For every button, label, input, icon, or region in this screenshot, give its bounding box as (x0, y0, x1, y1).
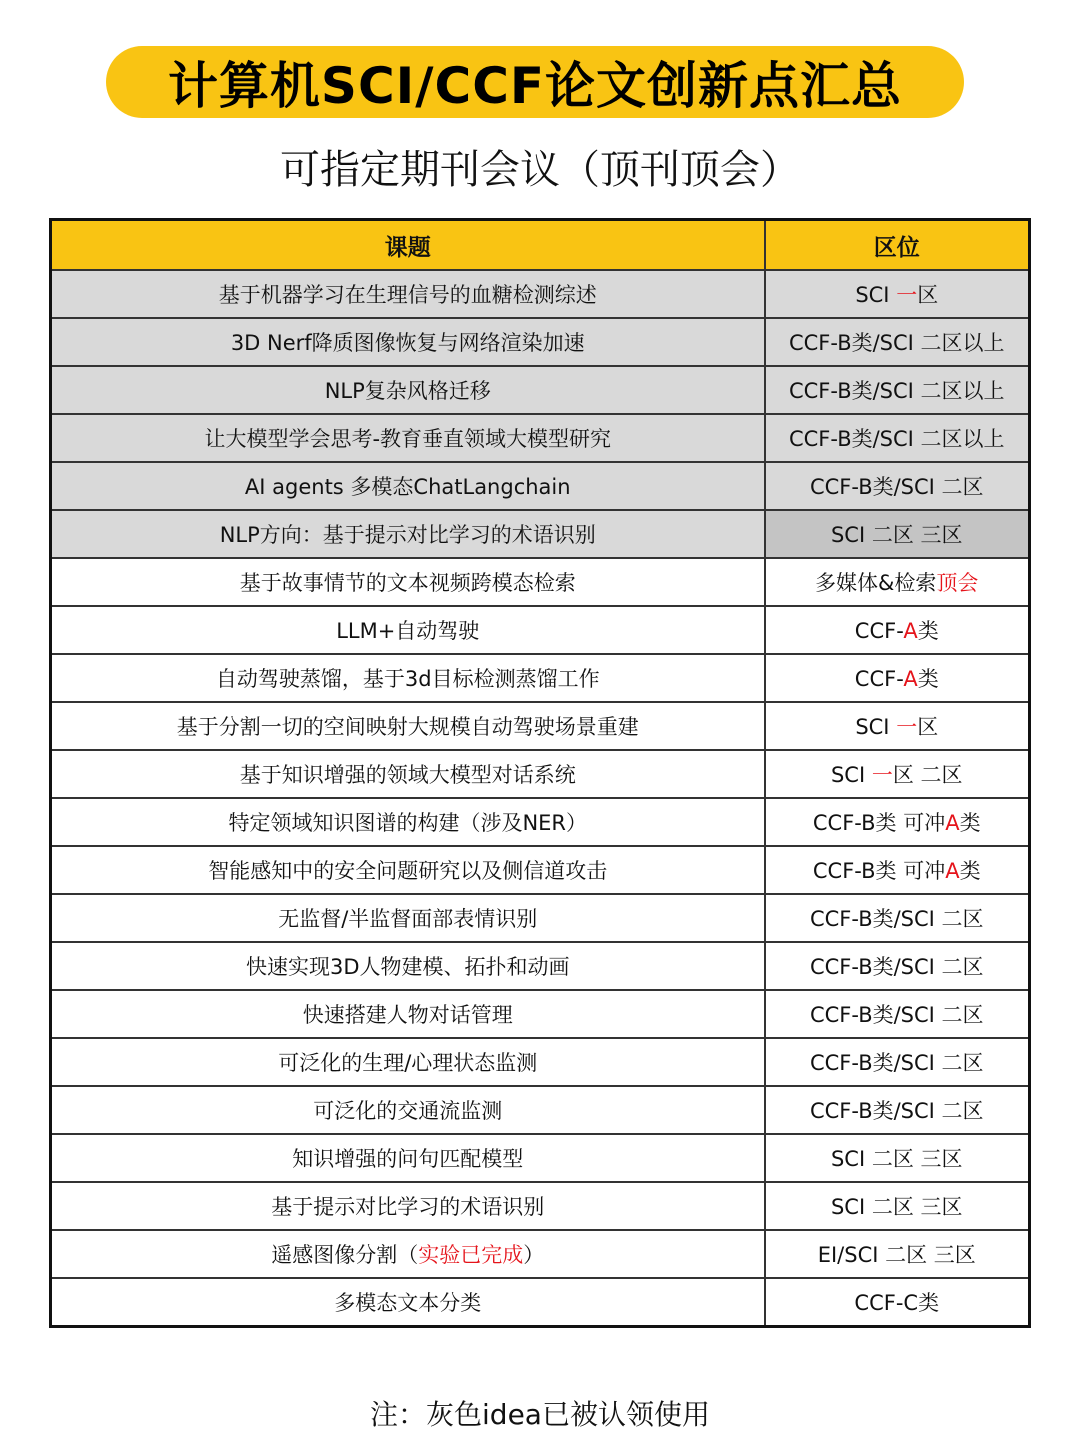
topic-cell-text: 智能感知中的安全问题研究以及侧信道攻击 (208, 859, 608, 883)
topic-cell (51, 270, 765, 318)
table-row (51, 1278, 1030, 1327)
rank-cell-text: CCF-B类/SCI 二区以上 (788, 379, 1005, 403)
topic-cell-text: 特定领域知识图谱的构建（涉及NER） (228, 811, 588, 835)
topic-cell-text: 多模态文本分类 (334, 1291, 482, 1315)
table-row (51, 510, 1030, 558)
topic-cell (51, 318, 765, 366)
table-row (51, 558, 1030, 606)
rank-cell (765, 990, 1030, 1038)
rank-cell-text: 区 二区 (892, 763, 963, 787)
topic-cell-text: 基于知识增强的领域大模型对话系统 (239, 763, 576, 787)
table-row (51, 702, 1030, 750)
table-header-row (51, 220, 1030, 271)
table-row (51, 270, 1030, 318)
topic-cell (51, 654, 765, 702)
rank-cell-text: SCI (855, 715, 897, 739)
topic-cell-text: 快速搭建人物对话管理 (302, 1003, 513, 1027)
rank-cell-highlight: 一 (896, 715, 918, 739)
table-body (51, 270, 1030, 1327)
rank-cell-text: SCI (855, 283, 897, 307)
topic-cell-text: 基于机器学习在生理信号的血糖检测综述 (218, 283, 597, 307)
rank-cell-text: SCI 二区 三区 (830, 523, 963, 547)
rank-cell (765, 1278, 1030, 1327)
topic-cell (51, 798, 765, 846)
topic-cell (51, 1182, 765, 1230)
rank-cell-text: CCF-B类/SCI 二区 (809, 955, 984, 979)
table-row (51, 462, 1030, 510)
rank-cell-text: SCI 二区 三区 (830, 1195, 963, 1219)
rank-cell-text: 类 (959, 859, 981, 883)
column-header-rank: 区位 (765, 220, 1030, 271)
topic-cell-text: 3D Nerf降质图像恢复与网络渲染加速 (230, 331, 585, 355)
topic-cell-text: 基于故事情节的文本视频跨模态检索 (239, 571, 576, 595)
topics-table (49, 218, 1031, 1328)
rank-cell-text: 类 (917, 619, 939, 643)
topic-cell-text: 快速实现3D人物建模、拓扑和动画 (245, 955, 570, 979)
rank-cell-text: 区 (917, 715, 939, 739)
rank-cell-text: CCF-B类/SCI 二区 (809, 1003, 984, 1027)
rank-cell (765, 1182, 1030, 1230)
rank-cell-text: CCF- (854, 619, 904, 643)
topic-cell-text: 可泛化的生理/心理状态监测 (278, 1051, 538, 1075)
rank-cell-highlight: A (945, 811, 960, 835)
rank-cell (765, 798, 1030, 846)
rank-cell (765, 894, 1030, 942)
rank-cell (765, 654, 1030, 702)
rank-cell (765, 366, 1030, 414)
table-row (51, 1086, 1030, 1134)
table-row (51, 1134, 1030, 1182)
topic-cell-text: 基于分割一切的空间映射大规模自动驾驶场景重建 (176, 715, 639, 739)
topic-cell (51, 894, 765, 942)
table-row (51, 414, 1030, 462)
title-banner (106, 46, 964, 118)
footer-note: 注：灰色idea已被认领使用 (370, 1398, 710, 1431)
rank-cell-highlight: 一 (871, 763, 893, 787)
topic-cell (51, 1134, 765, 1182)
rank-cell-highlight: A (903, 619, 918, 643)
topic-cell-text: 无监督/半监督面部表情识别 (278, 907, 538, 931)
table-row (51, 990, 1030, 1038)
topic-cell-text: NLP方向：基于提示对比学习的术语识别 (219, 523, 596, 547)
rank-cell (765, 1230, 1030, 1278)
column-header-topic: 课题 (51, 220, 765, 271)
rank-cell-text: CCF-C类 (854, 1291, 940, 1315)
rank-cell-text: CCF-B类/SCI 二区以上 (788, 331, 1005, 355)
topic-cell (51, 750, 765, 798)
rank-cell (765, 846, 1030, 894)
topic-cell (51, 990, 765, 1038)
topic-cell-text: 让大模型学会思考-教育垂直领域大模型研究 (204, 427, 612, 451)
rank-cell (765, 270, 1030, 318)
rank-cell-text: CCF-B类/SCI 二区 (809, 907, 984, 931)
topic-cell (51, 702, 765, 750)
topic-cell-text: 基于提示对比学习的术语识别 (271, 1195, 545, 1219)
table-row (51, 846, 1030, 894)
rank-cell (765, 558, 1030, 606)
rank-cell-text: EI/SCI 二区 三区 (817, 1243, 976, 1267)
table-row (51, 1038, 1030, 1086)
topic-cell (51, 1278, 765, 1327)
rank-cell (765, 510, 1030, 558)
rank-cell-text: CCF-B类/SCI 二区以上 (788, 427, 1005, 451)
rank-cell-text: SCI (830, 763, 872, 787)
rank-cell (765, 1086, 1030, 1134)
rank-cell (765, 606, 1030, 654)
topic-cell-text: LLM+自动驾驶 (336, 619, 480, 643)
topic-cell (51, 510, 765, 558)
topic-cell-text: ） (523, 1243, 545, 1267)
rank-cell-text: CCF-B类 可冲 (812, 811, 946, 835)
topic-cell-text: NLP复杂风格迁移 (324, 379, 491, 403)
page-subtitle: 可指定期刊会议（顶刊顶会） (280, 147, 800, 193)
rank-cell (765, 702, 1030, 750)
rank-cell-highlight: 一 (896, 283, 918, 307)
rank-cell-text: 类 (959, 811, 981, 835)
topic-cell (51, 846, 765, 894)
topic-cell (51, 558, 765, 606)
rank-cell (765, 318, 1030, 366)
topic-cell-text: 可泛化的交通流监测 (313, 1099, 503, 1123)
rank-cell-text: CCF- (854, 667, 904, 691)
table-row (51, 894, 1030, 942)
topic-cell (51, 462, 765, 510)
table-row (51, 318, 1030, 366)
topic-cell (51, 1038, 765, 1086)
topic-cell (51, 942, 765, 990)
rank-cell-text: 多媒体&检索 (815, 571, 937, 595)
table-row (51, 798, 1030, 846)
rank-cell (765, 414, 1030, 462)
rank-cell-highlight: A (945, 859, 960, 883)
topic-cell (51, 1086, 765, 1134)
rank-cell-text: CCF-B类/SCI 二区 (809, 1099, 984, 1123)
table-row (51, 606, 1030, 654)
rank-cell (765, 1134, 1030, 1182)
rank-cell-text: CCF-B类 可冲 (812, 859, 946, 883)
rank-cell-text: CCF-B类/SCI 二区 (809, 475, 984, 499)
topic-cell (51, 414, 765, 462)
rank-cell-text: CCF-B类/SCI 二区 (809, 1051, 984, 1075)
topic-cell-text: 自动驾驶蒸馏，基于3d目标检测蒸馏工作 (215, 667, 600, 691)
table-row (51, 942, 1030, 990)
rank-cell (765, 750, 1030, 798)
topic-cell-text: AI agents 多模态ChatLangchain (244, 475, 571, 499)
rank-cell-highlight: 顶会 (936, 571, 979, 595)
table-row (51, 654, 1030, 702)
rank-cell-text: 类 (917, 667, 939, 691)
topic-cell-text: 遥感图像分割（ (271, 1243, 419, 1267)
topic-cell-highlight: 实验已完成 (418, 1243, 524, 1267)
topic-cell (51, 366, 765, 414)
table-row (51, 750, 1030, 798)
rank-cell-text: SCI 二区 三区 (830, 1147, 963, 1171)
topic-cell (51, 606, 765, 654)
topic-cell (51, 1230, 765, 1278)
rank-cell (765, 942, 1030, 990)
table-row (51, 1230, 1030, 1278)
rank-cell (765, 462, 1030, 510)
rank-cell-highlight: A (903, 667, 918, 691)
table-row (51, 1182, 1030, 1230)
rank-cell (765, 1038, 1030, 1086)
rank-cell-text: 区 (917, 283, 939, 307)
page-title: 计算机SCI/CCF论文创新点汇总 (167, 57, 903, 115)
topic-cell-text: 知识增强的问句匹配模型 (292, 1147, 524, 1171)
table-row (51, 366, 1030, 414)
